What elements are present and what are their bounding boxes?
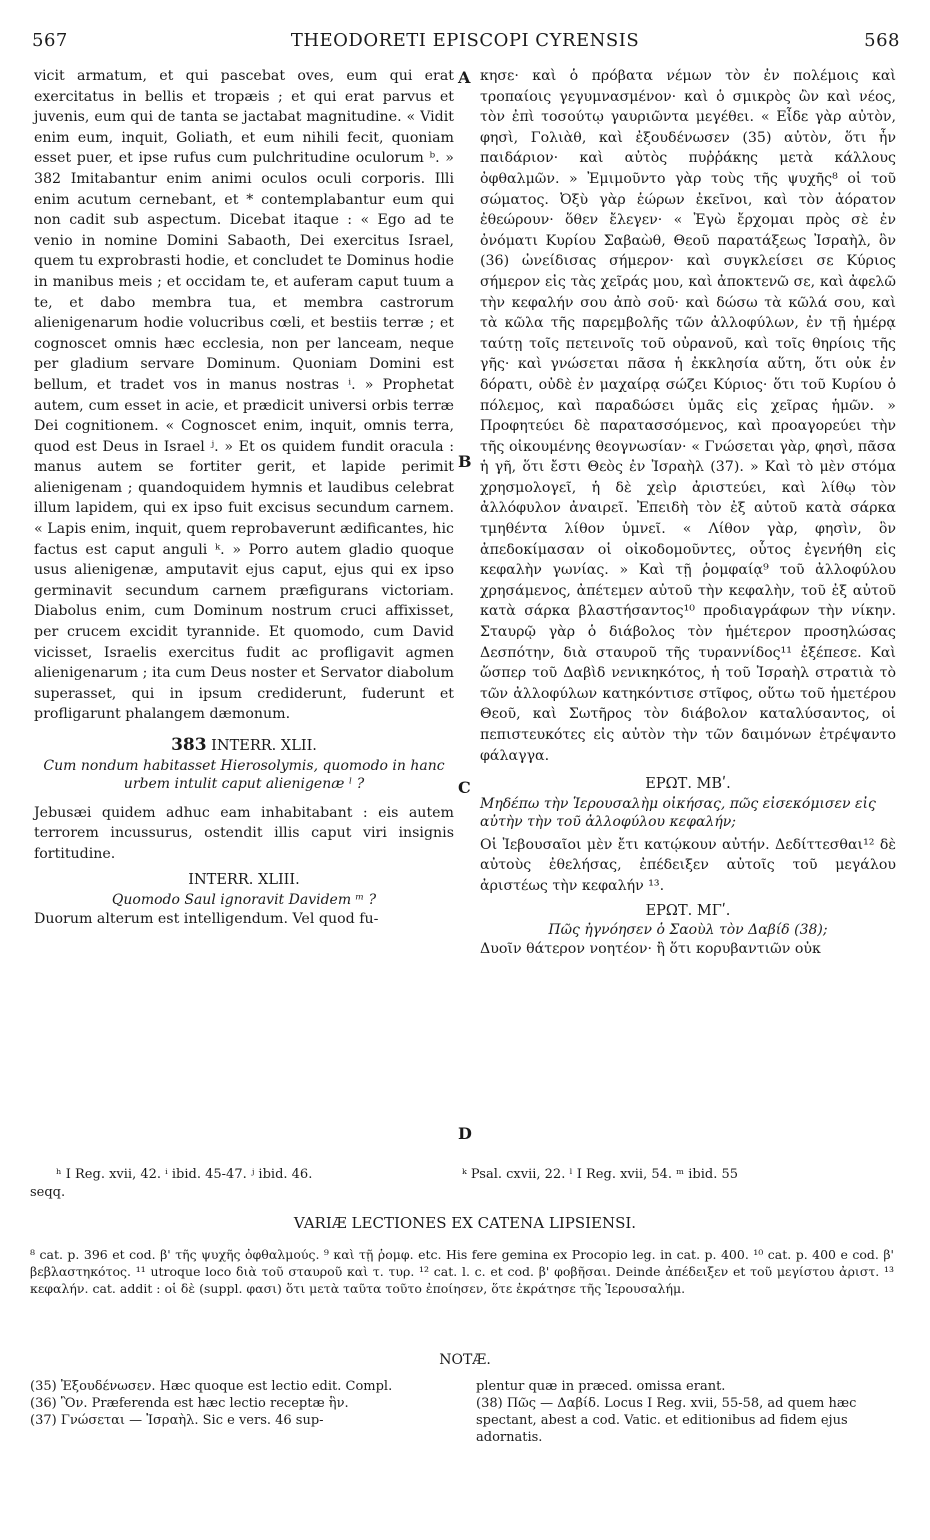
greek-question-42: Μηδέπω τὴν Ἱερουσαλὴμ οἰκήσας, πῶς εἰσεκόμισεν εἰς αὐτὴν τὴν τοῦ ἀλλοφύλου κεφαλήν; <box>480 795 876 830</box>
greek-question-42-heading: ΕΡΩΤ. ΜΒʹ. <box>645 776 731 793</box>
greek-answer-42: Οἱ Ἰεβουσαῖοι μὲν ἔτι κατῴκουν αὐτήν. Δεδίττεσθαι¹² δὲ αὐτοὺς ἐθελήσας, ἐπέδειξεν αὐτοῖς τοῦ μεγάλου ἀριστέως τὴν κεφαλήν ¹³. <box>480 836 896 894</box>
margin-letter-d: D <box>458 1124 472 1143</box>
margin-letter-b: B <box>458 452 472 471</box>
note-37: (37) Γνώσεται — Ἰσραὴλ. Sic e vers. 46 sup- <box>30 1413 324 1428</box>
greek-question-43-heading: ΕΡΩΤ. ΜΓʹ. <box>645 902 731 919</box>
greek-answer-43: Δυοῖν θάτερον νοητέον· ἢ ὅτι κορυβαντιῶν οὐκ <box>480 941 821 958</box>
greek-paragraph: κησε· καὶ ὁ πρόβατα νέμων τὸν ἐν πολέμοις καὶ τροπαίοις γεγυμνασμένον· καὶ ὁ σμικρὸς ὢν καὶ νέος, τὸν ἐπὶ τοσούτῳ γαυριῶντα μεγέθει. « Εἶδε γὰρ αὐτὸν, φησὶ, Γολιὰθ, καὶ ἐξουδένωσεν (35) αὐτὸν, ὅτι ἦν παιδάριον· καὶ αὐτὸς πυῤῥάκης μετὰ κάλλους ὀφθαλμῶν. » Ἐμιμοῦντο γὰρ τοὺς τῆς ψυχῆς⁸ οἱ τοῦ σώματος. Ὀξὺ γὰρ ἑώρων ἐκεῖνοι, καὶ τὸν ἀόρατον ἐθεώρουν· ὅθεν ἔλεγεν· « Ἐγὼ ἔρχομαι πρὸς σὲ ἐν ὀνόματι Κυρίου Σαβαὼθ, Θεοῦ παρατάξεως Ἰσραὴλ, ὃν (36) ὠνείδισας σήμερον· καὶ συγκλείσει σε Κύριος σήμερον εἰς τὰς χεῖράς μου, καὶ ἀποκτενῶ σε, καὶ ἀφελῶ τὴν κεφαλήν σου ἀπὸ σοῦ· καὶ δώσω τὰ κῶλά σου, καὶ τὰ κῶλα τῆς παρεμβολῆς τῶν ἀλλοφύλων, ἐν τῇ ἡμέρᾳ ταύτῃ τοῖς πετεινοῖς τοῦ οὐρανοῦ, καὶ τοῖς θηρίοις τῆς γῆς· καὶ γνώσεται πᾶσα ἡ ἐκκλησία αὕτη, ὅτι οὐκ ἐν δόρατι, οὐδὲ ἐν μαχαίρᾳ σώζει Κύριος· ὅτι τοῦ Κυρίου ὁ πόλεμος, καὶ παραδώσει ὑμᾶς εἰς χεῖρας ἡμῶν. » Προφητεύει δὲ παρατασσόμενος, καὶ προαγορεύει τὴν τῆς οἰκουμένης θεογνωσίαν· « Γνώσεται γὰρ, φησὶ, πᾶσα ἡ γῆ, ὅτι ἔστι Θεὸς ἐν Ἰσραὴλ (37). » Καὶ τὸ μὲν στόμα χρησμολογεῖ, ἡ δὲ χεὶρ ἀριστεύει, καὶ λίθῳ τὸν ἀλλόφυλον ἀναιρεῖ. Ἐπειδὴ τὸν ἐξ αὐτοῦ κατὰ σάρκα τμηθέντα λίθον ὑμνεῖ. « Λίθον γὰρ, φησὶν, ὃν ἀπεδοκίμασαν οἱ οἰκοδομοῦντες, οὗτος ἐγενήθη εἰς κεφαλὴν γωνίας. » Καὶ τῇ ῥομφαίᾳ⁹ τοῦ ἀλλοφύλου χρησάμενος, ἀπέτεμεν αὐτοῦ τὴν κεφαλὴν, τοῦ ἐξ αὐτοῦ κατὰ σάρκα βλαστήσαντος¹⁰ προδιαγράφων τὴν νίκην. Σταυρῷ γὰρ ὁ διάβολος τὸν ἡμέτερον προσηλώσας Δεσπότην, διὰ σταυροῦ τῆς τυραννίδος¹¹ ἐξέπεσε. Καὶ ὥσπερ τοῦ Δαβὶδ νενικηκότος, ἡ τοῦ Ἰσραὴλ στρατιὰ τὸ τῶν ἀλλοφύλων κατηκόντισε στῖφος, οὕτω τοῦ ἡμετέρου Θεοῦ, καὶ Σωτῆρος τὸν διάβολον καταλύσαντος, οἱ πεπιστευκότες εἰς αὐτὸν τὴν τῶν δαιμόνων ἐτρέψαντο φάλαγγα. <box>480 68 896 764</box>
footnotes-left: ʰ I Reg. xvii, 42. ⁱ ibid. 45-47. ʲ ibid. 46. <box>56 1167 313 1182</box>
page-number-right: 568 <box>864 30 900 51</box>
greek-column <box>480 66 896 960</box>
latin-question-43-heading: INTERR. XLIII. <box>188 872 300 889</box>
question-label: INTERR. XLII. <box>211 738 317 754</box>
latin-paragraph: vicit armatum, et qui pascebat oves, eum qui erat exercitatus in bellis et tropæis ; et qui erat parvus et juvenis, eum qui de tanta se jactabat magnitudine. « Vidit enim eum, inquit, Goliath, et eum nihili fecit, quoniam esset puer, et ipse rufus cum pulchritudine oculorum ᵇ. » 382 Imitabantur enim animi oculos oculi corporis. Illi enim acutum cernebant, et * contemplabantur eum qui non cadit sub aspectum. Dicebat itaque : « Ego ad te venio in nomine Domini Sabaoth, Dei exercitus Israel, quem tu exprobrasti hodie, et concludet te Dominus hodie in manibus meis ; et occidam te, et auferam caput tuum a te, et dabo membra tua, et membra castrorum alienigenarum hodie volucribus cœli, et bestiis terræ ; et cognoscet omnis hæc ecclesia, non per lanceam, neque per gladium servare Dominum. Quoniam Domini est bellum, et tradet vos in manus nostras ⁱ. » Prophetat autem, cum esset in acie, et prædicit universi orbis terræ Dei cognitionem. « Cognoscet enim, inquit, omnis terra, quod est Deus in Israel ʲ. » Et os quidem fundit oracula : manus autem se fortiter gerit, et lapide perimit alienigenam ; quandoquidem hymnis et laudibus celebrat illum lapidem, qui ex ipso fuit excisus secundum carnem. « Lapis enim, inquit, quem reprobaverunt ædificantes, hic factus est caput anguli ᵏ. » Porro autem gladio quoque usus alienigenæ, amputavit ejus caput, ejus qui ex ipso germinavit secundum carnem præfigurans victoriam. Diabolus enim, cum Dominum nostrum cruci affixisset, per crucem excidit tyrannide. Et quomodo, cum David vicisset, Israelis exercitus fudit ac profligavit agmen alienigenarum ; ita cum Deus noster et Servator diabolum superasset, qui in ipsum crediderunt, fuderunt et profligarunt phalangem dæmonum. <box>34 68 454 723</box>
greek-question-43: Πῶς ἠγνόησεν ὁ Σαοὺλ τὸν Δαβίδ (38); <box>548 922 828 939</box>
variae-heading: VARIÆ LECTIONES EX CATENA LIPSIENSI. <box>293 1214 637 1232</box>
note-36: (36) Ὃν. Præferenda est hæc lectio receptæ ἣν. <box>30 1396 349 1411</box>
question-number: 383 <box>171 735 207 755</box>
note-37-continuation: plentur quæ in præced. omissa erant. <box>476 1379 726 1394</box>
note-38: (38) Πῶς — Δαβίδ. Locus I Reg. xvii, 55-58, ad quem hæc spectant, abest a cod. Vatic. et editionibus ad fidem ejus adornatis. <box>476 1396 857 1445</box>
variae-text: ⁸ cat. p. 396 et cod. β' τῆς ψυχῆς ὀφθαλμούς. ⁹ καὶ τῇ ῥομφ. etc. His fere gemina ex Procopio leg. in cat. p. 400. ¹⁰ cat. p. 400 e cod. β' βεβλαστηκότος. ¹¹ utroque loco διὰ τοῦ σταυροῦ καὶ τ. τυρ. ¹² cat. l. c. et cod. β' φοβῆσαι. Deinde ἀπέδειξεν et τοῦ μεγίστου ἀριστ. ¹³ κεφαλήν. cat. addit : οἱ δὲ (suppl. φασι) ὅτι μετὰ ταῦτα τοῦτο ἐποίησεν, ὅτε ἐκράτησε τῆς Ἱερουσαλήμ. <box>30 1247 894 1296</box>
notes-left <box>30 1378 450 1429</box>
latin-question-43: Quomodo Saul ignoravit Davidem ᵐ ? <box>111 891 377 908</box>
footnotes-right: ᵏ Psal. cxvii, 22. ˡ I Reg. xvii, 54. ᵐ ibid. 55 <box>462 1167 739 1182</box>
notes-right <box>476 1378 896 1446</box>
running-title: THEODORETI EPISCOPI CYRENSIS <box>290 30 640 51</box>
latin-question-383-heading <box>34 735 454 757</box>
latin-answer-383: Jebusæi quidem adhuc eam inhabitabant : eis autem terrorem incussurus, ostendit illis caput viri insignis fortitudine. <box>34 804 454 862</box>
page-number-left: 567 <box>32 30 68 51</box>
latin-answer-43: Duorum alterum est intelligendum. Vel quod fu- <box>34 910 379 927</box>
latin-column <box>34 66 454 930</box>
footnotes-left-continuation: seqq. <box>30 1185 66 1200</box>
notae-heading: NOTÆ. <box>439 1352 491 1368</box>
note-35: (35) Ἐξουδένωσεν. Hæc quoque est lectio edit. Compl. <box>30 1379 393 1394</box>
latin-question-383: Cum nondum habitasset Hierosolymis, quomodo in hanc urbem intulit caput alienigenæ ˡ ? <box>43 757 445 792</box>
margin-letter-a: A <box>458 68 471 87</box>
margin-letter-c: C <box>458 778 471 797</box>
